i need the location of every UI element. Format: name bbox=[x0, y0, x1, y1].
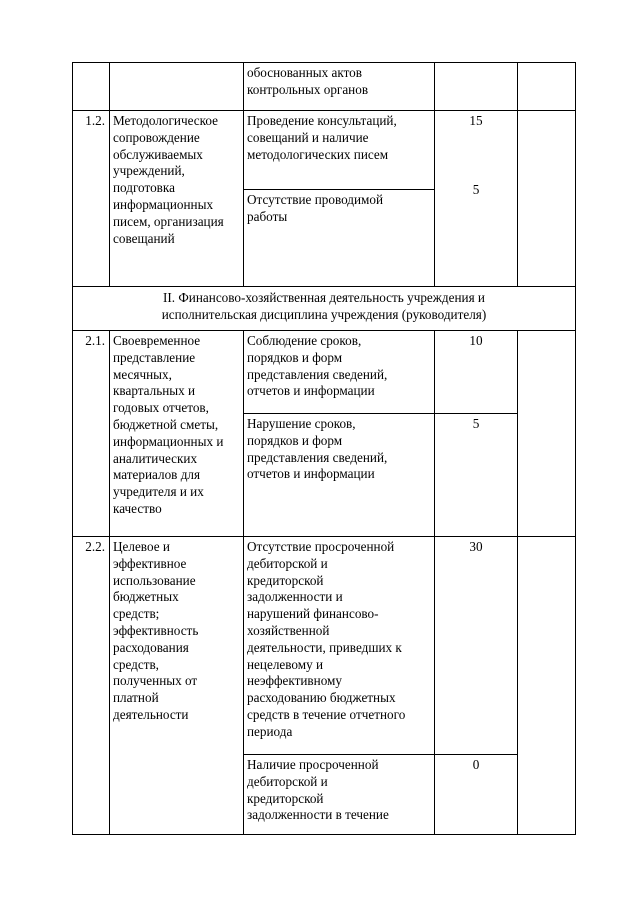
section-header-cell: II. Финансово-хозяйственная деятельность учреждения и исполнительская дисциплина учреждения (руководителя) bbox=[73, 287, 576, 331]
criteria-table bbox=[72, 62, 576, 835]
extra-cell bbox=[518, 537, 576, 835]
extra-cell bbox=[518, 331, 576, 537]
points-cell bbox=[435, 111, 518, 287]
row-number-cell: 2.2. bbox=[73, 537, 110, 835]
row-number-cell: 2.1. bbox=[73, 331, 110, 537]
indicator-name-cell: Целевое и эффективное использование бюджетных средств; эффективность расходования средств, полученных от платной деятельности bbox=[110, 537, 244, 835]
points-cell: 10 bbox=[435, 331, 518, 414]
extra-cell bbox=[518, 63, 576, 111]
points-cell: 0 bbox=[435, 755, 518, 835]
condition-cell: Отсутствие проводимой работы bbox=[244, 190, 435, 287]
indicator-name-cell bbox=[110, 63, 244, 111]
section-header-row bbox=[73, 287, 576, 331]
points-cell: 30 bbox=[435, 537, 518, 755]
points-cell: 5 bbox=[435, 414, 518, 537]
points-cell bbox=[435, 63, 518, 111]
row-number-cell: 1.2. bbox=[73, 111, 110, 287]
condition-cell: Отсутствие просроченной дебиторской и кредиторской задолженности и нарушений финансово- хозяйственной деятельности, приведших к нецелевому и неэффективному расходованию бюджетных средств в течение отчетного периода bbox=[244, 537, 435, 755]
table-row-1-2 bbox=[73, 111, 576, 190]
table-row-2-1 bbox=[73, 331, 576, 414]
condition-cell: Проведение консультаций, совещаний и наличие методологических писем bbox=[244, 111, 435, 190]
points-value: 15 bbox=[469, 113, 483, 128]
indicator-name-cell: Методологическое сопровождение обслуживаемых учреждений, подготовка информационных писем, организация совещаний bbox=[110, 111, 244, 287]
condition-cell: Наличие просроченной дебиторской и кредиторской задолженности в течение bbox=[244, 755, 435, 835]
condition-cell: Нарушение сроков, порядков и форм представления сведений, отчетов и информации bbox=[244, 414, 435, 537]
extra-cell bbox=[518, 111, 576, 287]
table-row-2-2 bbox=[73, 537, 576, 755]
points-value: 5 bbox=[472, 181, 480, 197]
condition-cell: обоснованных актов контрольных органов bbox=[244, 63, 435, 111]
table-row-continuation bbox=[73, 63, 576, 111]
row-number-cell bbox=[73, 63, 110, 111]
indicator-name-cell: Своевременное представление месячных, квартальных и годовых отчетов, бюджетной сметы, информационных и аналитических материалов для учредителя и их качество bbox=[110, 331, 244, 537]
condition-cell: Соблюдение сроков, порядков и форм представления сведений, отчетов и информации bbox=[244, 331, 435, 414]
